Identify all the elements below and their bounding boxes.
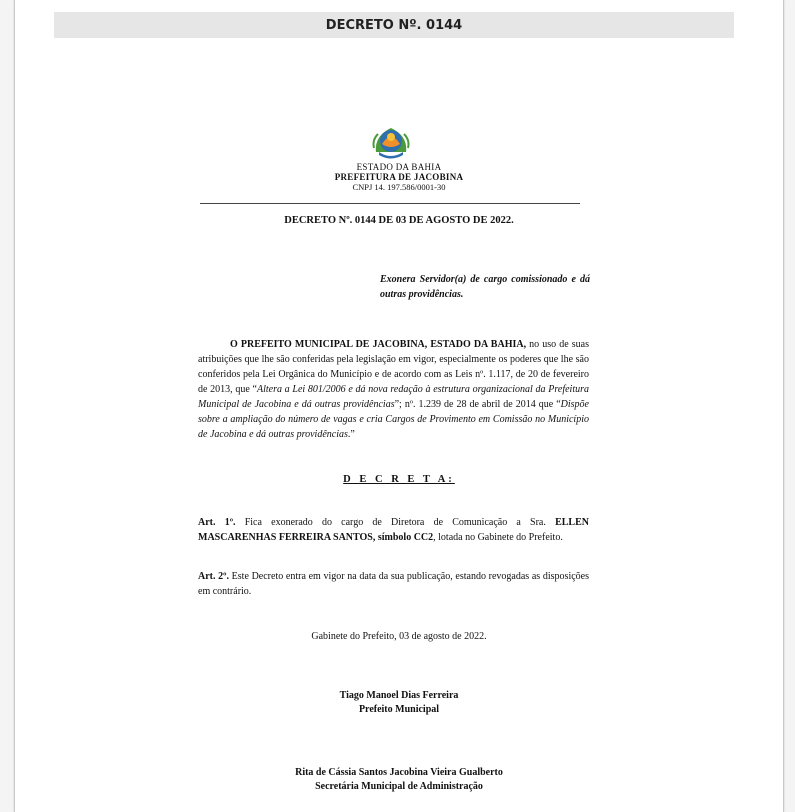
header-prefeitura: PREFEITURA DE JACOBINA xyxy=(334,172,464,182)
decreta-heading: D E C R E T A: xyxy=(343,474,455,485)
preamble-authority: O PREFEITO MUNICIPAL DE JACOBINA, ESTADO DA BAHIA, xyxy=(230,339,527,350)
preamble-quote-2: Dispõe sobre a ampliação do número de vagas e cria Cargos de Provimento em Comissão no Município de Jacobina e dá outras providências xyxy=(198,399,589,440)
signature-name: Rita de Cássia Santos Jacobina Vieira Gualberto xyxy=(295,767,503,778)
municipal-coat-of-arms-icon xyxy=(370,122,412,162)
article-1-text-2: , lotada no Gabinete do Prefeito. xyxy=(433,532,563,543)
document-banner xyxy=(54,12,734,38)
signature-mayor xyxy=(15,689,783,717)
article-1-name: ELLEN MASCARENHAS FERREIRA SANTOS, símbolo CC2 xyxy=(198,517,589,543)
preamble-text-1: no uso de suas atribuições que lhe são conferidas pela legislação em vigor, especialmente os poderes que lhe são conferidos pela Lei Orgânica do Município e de acordo com as Leis nº. 1.117, de 20 de fevereiro de 2013, que “ xyxy=(198,339,589,395)
preamble-quote-1: Altera a Lei 801/2006 e dá nova redação à estrutura organizacional da Prefeitura Municipal de Jacobina e dá outras providências xyxy=(198,384,589,410)
preamble-text-2: ”; nº. 1.239 de 28 de abril de 2014 que “ xyxy=(394,399,561,410)
decree-preamble xyxy=(198,337,589,442)
header-state: ESTADO DA BAHIA xyxy=(356,162,442,172)
article-2-label: Art. 2º. xyxy=(198,571,229,582)
header-divider xyxy=(200,203,580,204)
article-1-text-1: Fica exonerado do cargo de Diretora de Comunicação a Sra. xyxy=(235,517,556,528)
article-2 xyxy=(198,569,589,599)
place-and-date: Gabinete do Prefeito, 03 de agosto de 2022. xyxy=(311,631,487,642)
signature-secretary xyxy=(15,766,783,794)
article-1-label: Art. 1º. xyxy=(198,517,236,528)
article-1 xyxy=(198,515,589,545)
decree-ementa: Exonera Servidor(a) de cargo comissionado e dá outras providências. xyxy=(380,274,590,300)
header-cnpj: CNPJ 14. 197.586/0001-30 xyxy=(352,182,446,192)
signature-role: Prefeito Municipal xyxy=(358,704,440,715)
signature-role: Secretária Municipal de Administração xyxy=(315,781,483,792)
article-2-text: Este Decreto entra em vigor na data da sua publicação, estando revogadas as disposições em contrário. xyxy=(198,571,589,597)
preamble-text-3: .” xyxy=(347,429,355,440)
decree-title: DECRETO Nº. 0144 DE 03 DE AGOSTO DE 2022. xyxy=(284,215,514,226)
document-page xyxy=(14,0,784,812)
banner-title: DECRETO Nº. 0144 xyxy=(325,18,463,33)
signature-name: Tiago Manoel Dias Ferreira xyxy=(339,690,459,701)
